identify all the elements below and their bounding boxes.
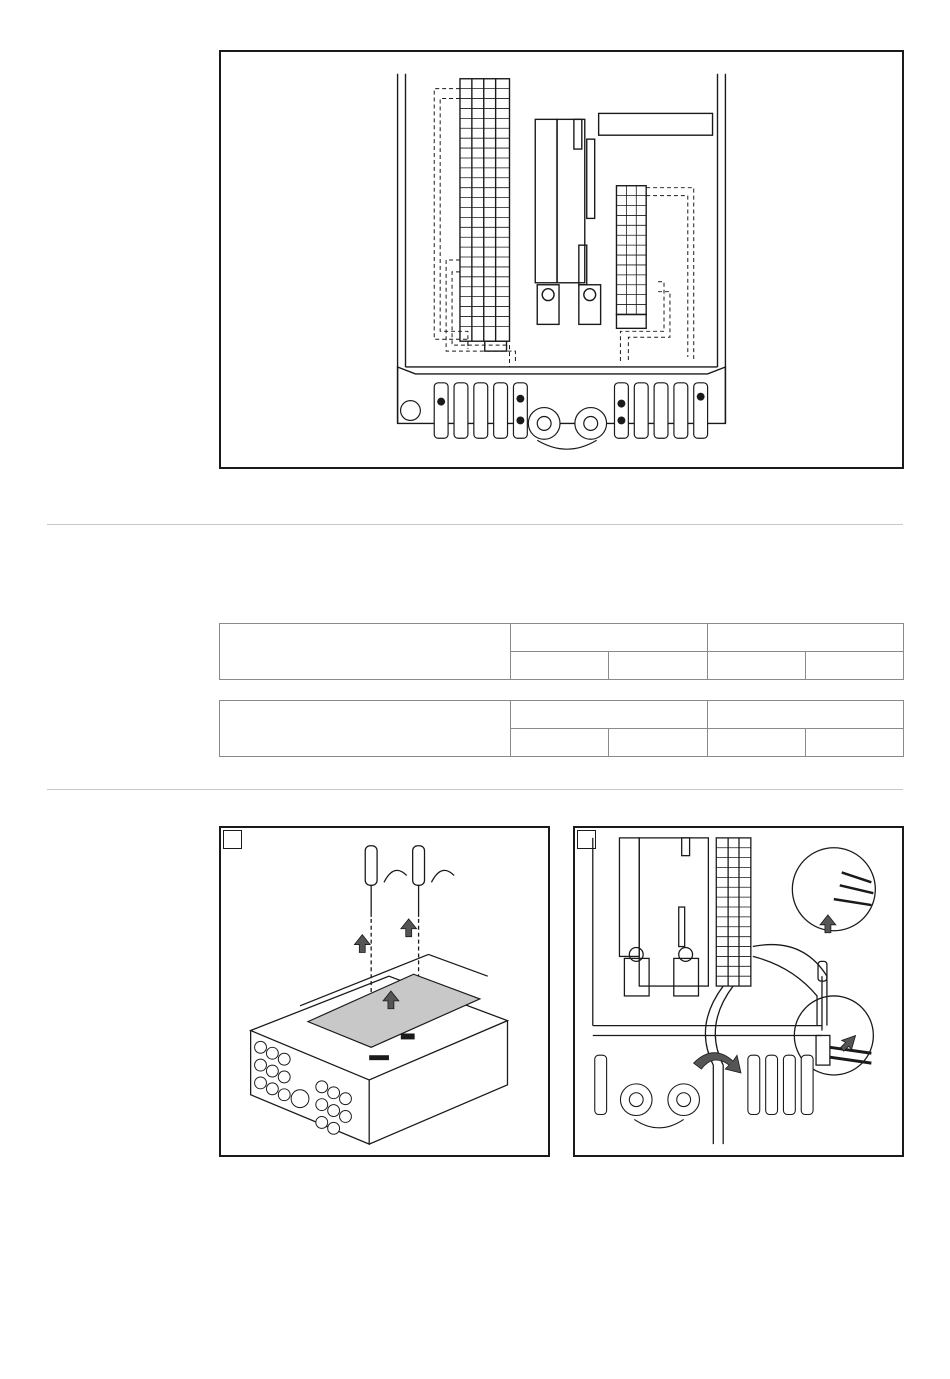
- table-2-row-header: [220, 701, 511, 756]
- step-2-figure: [573, 826, 904, 1157]
- table-1-group-b: [708, 624, 903, 652]
- table-2-group-b: [708, 701, 903, 729]
- section-divider: [47, 789, 903, 790]
- cable-connection-diagram: [575, 828, 902, 1155]
- table-1-cell: [609, 652, 708, 679]
- section-divider: [47, 524, 903, 525]
- table-1: [219, 623, 904, 680]
- table-1-cell: [708, 652, 806, 679]
- table-1-group-a: [511, 624, 708, 652]
- table-1-cell: [806, 652, 903, 679]
- table-1-cell: [511, 652, 609, 679]
- step-1-figure: [219, 826, 550, 1157]
- table-2-cell: [609, 729, 708, 756]
- junction-box-wiring-diagram: [221, 52, 902, 467]
- table-2-cell: [511, 729, 609, 756]
- table-2-group-a: [511, 701, 708, 729]
- table-1-row-header: [220, 624, 511, 679]
- junction-box-figure: [219, 50, 904, 469]
- screwdriver-remove-cover-diagram: [221, 828, 548, 1155]
- table-2-cell: [806, 729, 903, 756]
- table-2-cell: [708, 729, 806, 756]
- table-2: [219, 700, 904, 757]
